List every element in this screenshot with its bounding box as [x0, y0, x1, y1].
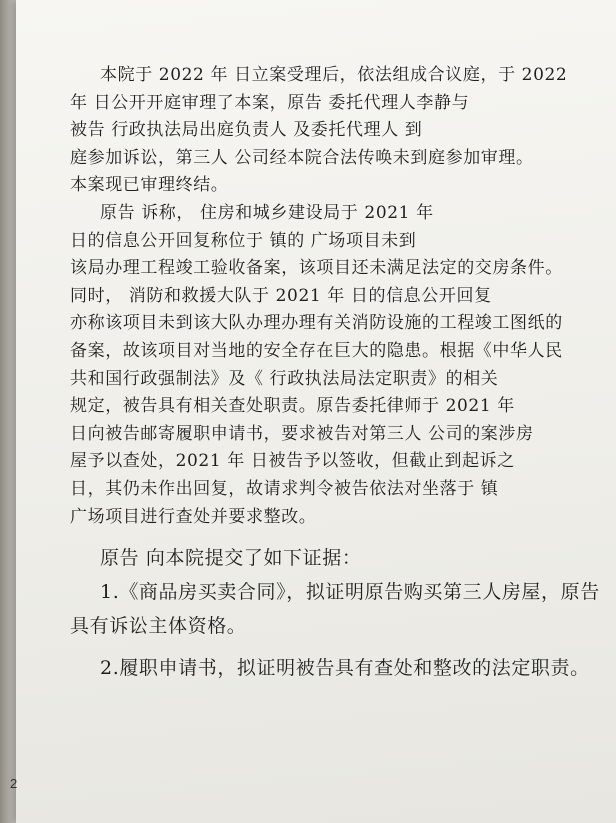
text-line-content: 2.履职申请书，拟证明被告具有查处和整改的法定职责。 — [100, 657, 590, 680]
text-line-content: 本院于 2022 年 日立案受理后，依法组成合议庭，于 2022 — [100, 65, 568, 85]
text-line-content: 同时， 消防和救援大队于 2021 年 日的信息公开回复 — [70, 285, 492, 306]
text-line — [70, 255, 590, 283]
text-line — [70, 283, 590, 311]
text-line — [70, 651, 590, 685]
text-line — [70, 448, 590, 476]
desk-edge — [0, 0, 16, 823]
text-line — [70, 172, 590, 200]
text-line-content: 屋予以查处，2021 年 日被告予以签收，但截止到起诉之 — [70, 451, 515, 472]
text-line-content: 日，其仍未作出回复，故请求判令被告依法对坐落于 镇 — [70, 478, 499, 499]
text-line — [70, 200, 590, 228]
text-line-content: 原告 向本院提交了如下证据： — [100, 547, 362, 570]
text-line-content: 本案现已审理终结。 — [70, 175, 229, 196]
text-line — [70, 476, 590, 504]
text-line-content: 年 日公开开庭审理了本案，原告 委托代理人李静与 — [70, 92, 470, 113]
document-page — [16, 0, 616, 823]
text-line — [70, 62, 590, 90]
text-line — [70, 609, 590, 643]
text-line — [70, 338, 590, 366]
text-line — [70, 90, 590, 118]
page-number: 2 — [10, 776, 18, 791]
text-line-content: 日的信息公开回复称位于 镇的 广场项目未到 — [70, 230, 417, 251]
text-line — [70, 393, 590, 421]
text-line — [70, 421, 590, 449]
text-line — [70, 504, 590, 532]
text-line — [70, 117, 590, 145]
text-line-content: 1.《商品房买卖合同》，拟证明原告购买第三人房屋，原告 — [100, 581, 600, 604]
text-line — [70, 145, 590, 173]
text-line-content: 具有诉讼主体资格。 — [70, 615, 247, 638]
text-line — [70, 541, 590, 575]
text-line-content: 日向被告邮寄履职申请书，要求被告对第三人 公司的案涉房 — [70, 423, 534, 444]
text-line-content: 备案，故该项目对当地的安全存在巨大的隐患。根据《中华人民 — [70, 340, 563, 361]
text-line — [70, 228, 590, 256]
text-line — [70, 366, 590, 394]
text-line-content: 共和国行政强制法》及《 行政执法局法定职责》的相关 — [70, 368, 499, 389]
text-line — [70, 575, 600, 609]
text-line — [70, 310, 590, 338]
document-body — [70, 62, 600, 685]
text-line-content: 该局办理工程竣工验收备案，该项目还未满足法定的交房条件。 — [70, 258, 563, 279]
text-line-content: 庭参加诉讼，第三人 公司经本院合法传唤未到庭参加审理。 — [70, 147, 534, 168]
text-line-content: 原告 诉称， 住房和城乡建设局于 2021 年 — [100, 202, 434, 223]
text-line-content: 亦称该项目未到该大队办理办理有关消防设施的工程竣工图纸的 — [70, 313, 563, 334]
text-line-content: 规定，被告具有相关查处职责。原告委托律师于 2021 年 — [70, 396, 515, 417]
text-line-content: 广场项目进行查处并要求整改。 — [70, 506, 317, 527]
paragraph-gap — [70, 531, 590, 541]
text-line-content: 被告 行政执法局出庭负责人 及委托代理人 到 — [70, 120, 423, 141]
